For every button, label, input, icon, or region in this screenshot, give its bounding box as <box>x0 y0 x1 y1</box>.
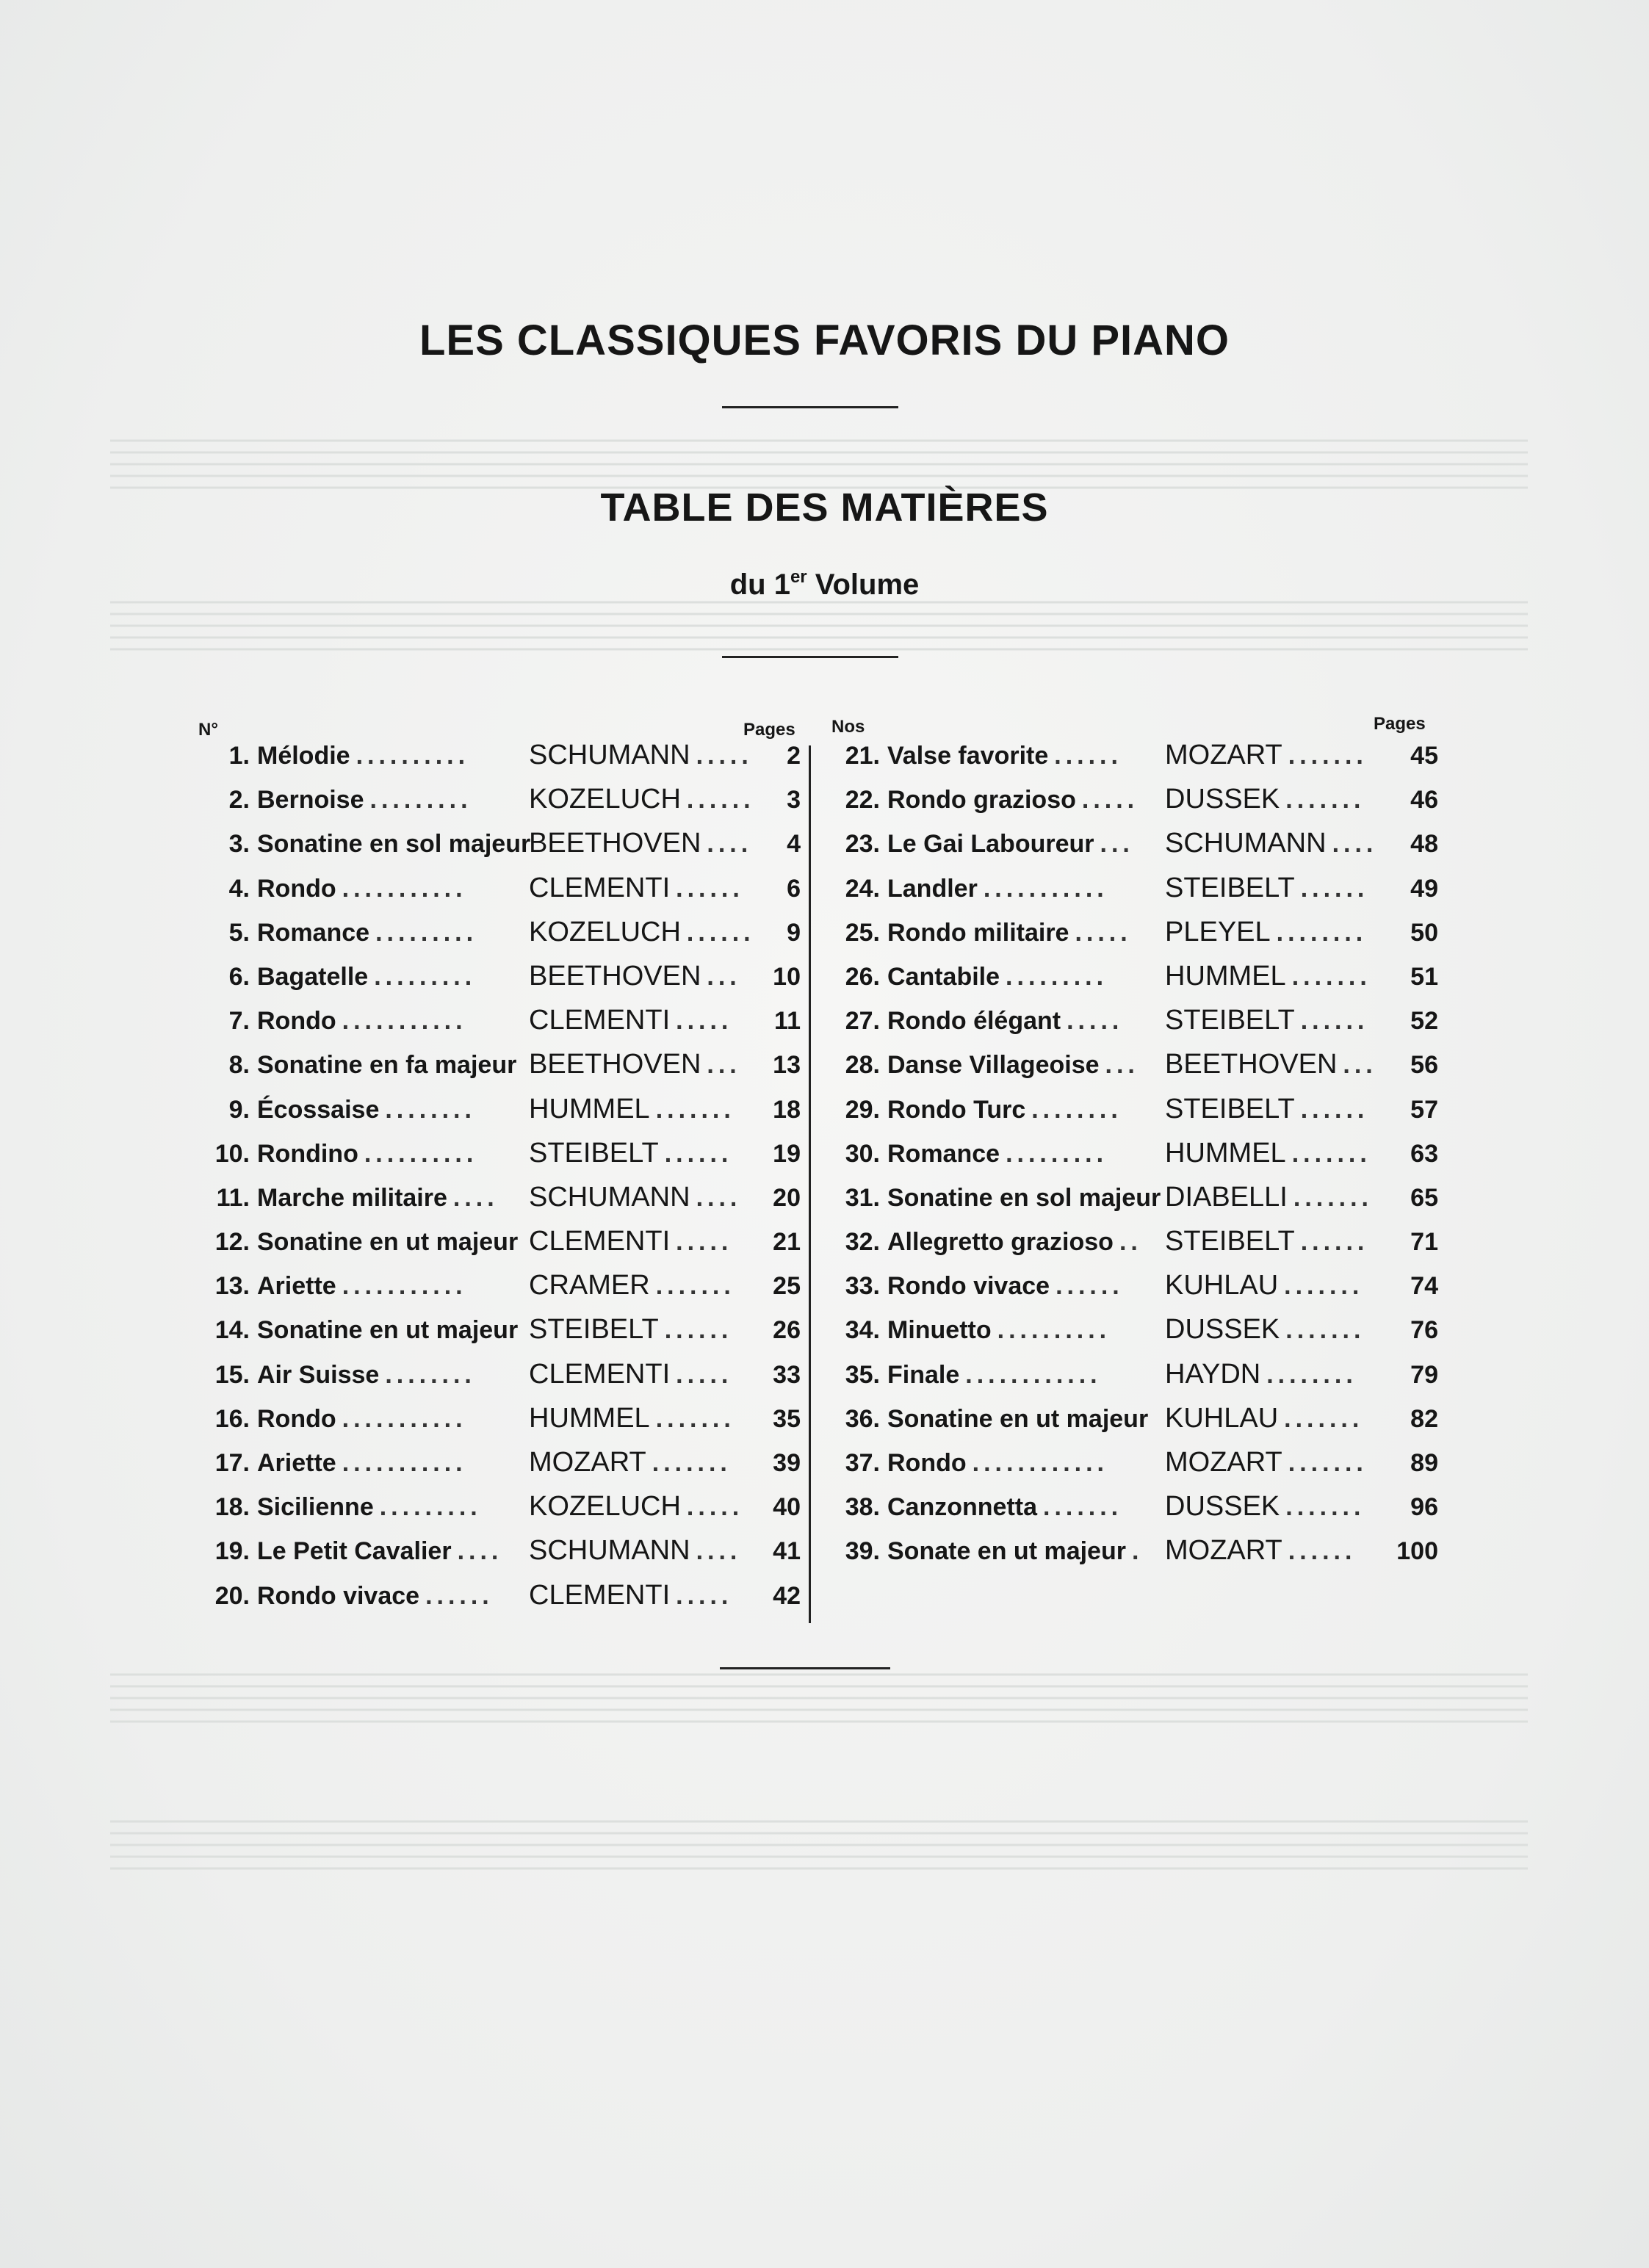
right-column <box>829 742 1438 1582</box>
toc-entry <box>829 1316 1438 1360</box>
entry-title: Bernoise <box>257 786 364 815</box>
entry-number: 18. <box>214 1493 250 1522</box>
entry-number: 26. <box>845 962 880 991</box>
entry-page: 52 <box>1410 1007 1438 1036</box>
entry-page: 48 <box>1410 830 1438 859</box>
entry-page: 46 <box>1410 786 1438 815</box>
toc-entry <box>198 1051 801 1095</box>
leader-dots: ............ <box>965 1360 1102 1389</box>
volume-label: du 1er Volume <box>729 567 920 601</box>
entry-number: 4. <box>228 874 250 903</box>
toc-entry <box>198 1358 801 1405</box>
leader-dots: ......... <box>374 962 477 991</box>
entry-number: 30. <box>845 1139 880 1168</box>
entry-number: 1. <box>228 742 250 770</box>
entry-composer: STEIBELT <box>1165 872 1295 903</box>
entry-composer: HUMMEL <box>1165 960 1286 992</box>
entry-title: Cantabile <box>887 962 1000 991</box>
toc-entry <box>829 1137 1438 1184</box>
entry-composer: KOZELUCH <box>529 1491 681 1523</box>
entry-title: Rondo élégant <box>887 1007 1061 1036</box>
entry-composer: SCHUMANN <box>1165 828 1327 859</box>
entry-number: 14. <box>214 1316 250 1345</box>
left-column <box>198 742 801 1626</box>
entry-number: 27. <box>845 1007 880 1036</box>
entry-composer: SCHUMANN <box>529 740 690 770</box>
entry-page: 2 <box>787 742 801 770</box>
entry-page: 50 <box>1410 918 1438 947</box>
toc-entry <box>198 830 801 874</box>
entry-page: 20 <box>773 1183 801 1212</box>
toc-entry <box>198 1579 801 1626</box>
leader-dots: ... <box>707 962 741 991</box>
entry-title: Allegretto grazioso <box>887 1228 1114 1257</box>
entry-page: 40 <box>773 1493 801 1522</box>
entry-title: Rondo <box>257 1404 336 1433</box>
leader-dots: ...... <box>425 1581 494 1610</box>
entry-title: Sonatine en fa majeur <box>257 1051 517 1080</box>
toc-entry <box>198 1537 801 1581</box>
toc-entry <box>829 1402 1438 1449</box>
entry-page: 25 <box>773 1272 801 1301</box>
leader-dots: ............ <box>972 1449 1108 1477</box>
leader-dots: ........... <box>342 874 467 903</box>
entry-number: 19. <box>214 1537 250 1566</box>
entry-composer: HUMMEL <box>529 1093 650 1124</box>
leader-dots: .......... <box>356 742 470 770</box>
toc-entry <box>198 1316 801 1360</box>
entry-page: 42 <box>773 1581 801 1610</box>
entry-page: 74 <box>1410 1272 1438 1301</box>
entry-page: 79 <box>1410 1360 1438 1389</box>
entry-page: 51 <box>1410 962 1438 991</box>
entry-composer: KUHLAU <box>1165 1402 1279 1434</box>
left-number-header: N° <box>198 720 218 740</box>
leader-dots: ....... <box>1288 1449 1368 1477</box>
entry-composer: MOZART <box>1165 740 1282 770</box>
leader-dots: .... <box>1332 830 1378 859</box>
toc-entry <box>829 916 1438 963</box>
entry-page: 49 <box>1410 874 1438 903</box>
entry-title: Le Petit Cavalier <box>257 1537 452 1566</box>
entry-title: Le Gai Laboureur <box>887 830 1094 859</box>
leader-dots: .......... <box>364 1139 478 1168</box>
toc-entry <box>829 830 1438 874</box>
entry-composer: STEIBELT <box>529 1137 659 1169</box>
entry-number: 38. <box>845 1493 880 1522</box>
leader-dots: ... <box>1105 1051 1139 1080</box>
entry-title: Mélodie <box>257 742 350 770</box>
leader-dots: .... <box>707 830 753 859</box>
entry-title: Rondo grazioso <box>887 786 1076 815</box>
toc-entry <box>829 1449 1438 1493</box>
toc-entry <box>198 1272 801 1316</box>
entry-composer: STEIBELT <box>1165 1005 1295 1036</box>
entry-page: 57 <box>1410 1095 1438 1124</box>
toc-entry <box>198 1493 801 1537</box>
leader-dots: ..... <box>1075 918 1132 947</box>
toc-entry <box>198 1181 801 1228</box>
entry-page: 4 <box>787 830 801 859</box>
leader-dots: ...... <box>664 1316 733 1345</box>
leader-dots: ...... <box>1300 1007 1369 1036</box>
entry-composer: BEETHOVEN <box>529 960 701 992</box>
leader-dots: ...... <box>1054 742 1122 770</box>
toc-entry <box>198 960 801 1007</box>
entry-composer: HUMMEL <box>1165 1137 1286 1169</box>
leader-dots: ....... <box>1284 1404 1364 1433</box>
toc-entry <box>198 1137 801 1184</box>
page-title: LES CLASSIQUES FAVORIS DU PIANO <box>419 317 1230 364</box>
entry-title: Minuetto <box>887 1316 992 1345</box>
entry-title: Finale <box>887 1360 960 1389</box>
entry-composer: DIABELLI <box>1165 1181 1288 1213</box>
entry-composer: STEIBELT <box>1165 1226 1295 1257</box>
entry-title: Ariette <box>257 1272 336 1301</box>
bottom-rule <box>720 1667 890 1669</box>
entry-page: 76 <box>1410 1316 1438 1345</box>
toc-entry <box>829 1228 1438 1272</box>
leader-dots: ........... <box>342 1007 467 1036</box>
table-of-contents-heading: TABLE DES MATIÈRES <box>600 485 1049 530</box>
entry-page: 33 <box>773 1360 801 1389</box>
entry-page: 63 <box>1410 1139 1438 1168</box>
toc-entry <box>198 742 801 786</box>
entry-title: Sicilienne <box>257 1493 374 1522</box>
entry-title: Sonatine en ut majeur <box>257 1316 519 1345</box>
leader-dots: ....... <box>655 1272 735 1301</box>
entry-title: Rondo vivace <box>887 1272 1050 1301</box>
leader-dots: ..... <box>686 1493 744 1522</box>
leader-dots: ........ <box>385 1360 476 1389</box>
entry-title: Bagatelle <box>257 962 369 991</box>
entry-title: Rondo <box>257 1007 336 1036</box>
title-rule <box>722 406 898 408</box>
subtitle-rule <box>722 656 898 658</box>
leader-dots: ....... <box>1285 1493 1365 1522</box>
entry-composer: CLEMENTI <box>529 1226 671 1257</box>
entry-composer: CLEMENTI <box>529 872 671 903</box>
entry-page: 96 <box>1410 1493 1438 1522</box>
entry-page: 21 <box>773 1228 801 1257</box>
leader-dots: ....... <box>1291 1139 1371 1168</box>
toc-entry <box>829 1358 1438 1405</box>
entry-page: 10 <box>773 962 801 991</box>
leader-dots: ... <box>1343 1051 1377 1080</box>
leader-dots: ...... <box>686 918 755 947</box>
entry-number: 10. <box>214 1139 250 1168</box>
entry-number: 25. <box>845 918 880 947</box>
entry-title: Rondo <box>887 1449 967 1477</box>
leader-dots: ....... <box>1285 786 1365 815</box>
entry-composer: KOZELUCH <box>529 916 681 947</box>
entry-title: Ariette <box>257 1449 336 1477</box>
toc-entry <box>829 1493 1438 1537</box>
entry-page: 39 <box>773 1449 801 1477</box>
entry-page: 89 <box>1410 1449 1438 1477</box>
leader-dots: ...... <box>1300 1095 1369 1124</box>
entry-title: Sonatine en ut majeur <box>257 1228 519 1257</box>
leader-dots: ....... <box>1285 1316 1365 1345</box>
leader-dots: ...... <box>676 874 744 903</box>
leader-dots: ..... <box>676 1228 733 1257</box>
leader-dots: . <box>1131 1537 1144 1566</box>
entry-number: 12. <box>214 1228 250 1257</box>
leader-dots: ....... <box>1043 1493 1123 1522</box>
entry-composer: KOZELUCH <box>529 784 681 815</box>
entry-number: 13. <box>214 1272 250 1301</box>
entry-number: 33. <box>845 1272 880 1301</box>
leader-dots: ..... <box>696 742 753 770</box>
toc-entry <box>829 742 1438 786</box>
entry-number: 37. <box>845 1449 880 1477</box>
entry-page: 65 <box>1410 1183 1438 1212</box>
column-divider <box>809 745 811 1623</box>
entry-page: 9 <box>787 918 801 947</box>
toc-entry <box>198 1449 801 1493</box>
entry-title: Rondo militaire <box>887 918 1069 947</box>
entry-composer: STEIBELT <box>529 1314 659 1346</box>
leader-dots: ....... <box>655 1095 735 1124</box>
leader-dots: .... <box>696 1183 742 1212</box>
entry-number: 8. <box>228 1051 250 1080</box>
entry-composer: CLEMENTI <box>529 1579 671 1611</box>
leader-dots: ....... <box>652 1449 732 1477</box>
entry-composer: HAYDN <box>1165 1358 1261 1390</box>
entry-composer: BEETHOVEN <box>529 1049 701 1080</box>
entry-composer: DUSSEK <box>1165 1491 1280 1523</box>
entry-number: 6. <box>228 962 250 991</box>
toc-entry <box>829 872 1438 919</box>
toc-entry <box>829 1007 1438 1051</box>
entry-number: 20. <box>214 1581 250 1610</box>
entry-page: 100 <box>1396 1537 1438 1566</box>
toc-entry <box>198 1228 801 1272</box>
leader-dots: ........... <box>342 1449 467 1477</box>
entry-page: 6 <box>787 874 801 903</box>
entry-page: 45 <box>1410 742 1438 770</box>
leader-dots: ......... <box>1006 962 1108 991</box>
leader-dots: ..... <box>676 1360 733 1389</box>
toc-entry <box>198 1007 801 1051</box>
entry-number: 39. <box>845 1537 880 1566</box>
toc-entry <box>829 786 1438 830</box>
leader-dots: ....... <box>1288 742 1368 770</box>
entry-title: Romance <box>257 918 370 947</box>
toc-entry <box>198 1402 801 1449</box>
entry-number: 15. <box>214 1360 250 1389</box>
entry-title: Rondino <box>257 1139 358 1168</box>
entry-title: Landler <box>887 874 978 903</box>
leader-dots: .......... <box>997 1316 1111 1345</box>
entry-number: 35. <box>845 1360 880 1389</box>
entry-composer: BEETHOVEN <box>1165 1049 1338 1080</box>
entry-composer: CRAMER <box>529 1270 650 1301</box>
entry-title: Valse favorite <box>887 742 1049 770</box>
entry-composer: MOZART <box>529 1447 646 1478</box>
toc-entry <box>829 960 1438 1007</box>
leader-dots: .... <box>452 1183 499 1212</box>
entry-number: 9. <box>228 1095 250 1124</box>
entry-page: 56 <box>1410 1051 1438 1080</box>
right-pages-header: Pages <box>1374 714 1426 734</box>
entry-number: 23. <box>845 830 880 859</box>
entry-composer: HUMMEL <box>529 1402 650 1434</box>
entry-composer: MOZART <box>1165 1535 1282 1567</box>
entry-title: Rondo Turc <box>887 1095 1026 1124</box>
leader-dots: ......... <box>375 918 478 947</box>
entry-number: 11. <box>216 1183 250 1212</box>
entry-title: Air Suisse <box>257 1360 380 1389</box>
toc-entry <box>829 1181 1438 1228</box>
entry-number: 32. <box>845 1228 880 1257</box>
leader-dots: ..... <box>1067 1007 1124 1036</box>
entry-title: Rondo vivace <box>257 1581 420 1610</box>
leader-dots: ...... <box>1288 1537 1357 1566</box>
leader-dots: ....... <box>1293 1183 1373 1212</box>
leader-dots: ......... <box>1006 1139 1108 1168</box>
toc-entry <box>829 1051 1438 1095</box>
entry-composer: SCHUMANN <box>529 1181 690 1213</box>
entry-number: 28. <box>845 1051 880 1080</box>
entry-page: 13 <box>773 1051 801 1080</box>
entry-composer: STEIBELT <box>1165 1093 1295 1124</box>
entry-composer: KUHLAU <box>1165 1270 1279 1301</box>
toc-entry <box>198 872 801 919</box>
entry-number: 29. <box>845 1095 880 1124</box>
entry-page: 18 <box>773 1095 801 1124</box>
toc-entry <box>198 786 801 830</box>
leader-dots: ......... <box>369 786 472 815</box>
entry-title: Rondo <box>257 874 336 903</box>
entry-number: 36. <box>845 1404 880 1433</box>
entry-number: 16. <box>214 1404 250 1433</box>
toc-entry <box>829 1272 1438 1316</box>
leader-dots: ..... <box>676 1007 733 1036</box>
left-pages-header: Pages <box>743 720 795 740</box>
leader-dots: ....... <box>1284 1272 1364 1301</box>
entry-number: 2. <box>228 786 250 815</box>
entry-page: 71 <box>1410 1228 1438 1257</box>
entry-composer: DUSSEK <box>1165 784 1280 815</box>
toc-entry <box>829 1093 1438 1140</box>
entry-number: 31. <box>845 1183 880 1212</box>
entry-page: 11 <box>774 1007 801 1036</box>
entry-title: Écossaise <box>257 1095 380 1124</box>
leader-dots: .... <box>696 1537 742 1566</box>
entry-page: 35 <box>773 1404 801 1433</box>
entry-page: 3 <box>787 786 801 815</box>
entry-number: 5. <box>228 918 250 947</box>
entry-page: 26 <box>773 1316 801 1345</box>
leader-dots: ....... <box>1291 962 1371 991</box>
entry-title: Sonatine en sol majeur <box>887 1183 1161 1212</box>
leader-dots: .. <box>1119 1228 1142 1257</box>
entry-number: 21. <box>845 742 880 770</box>
toc-entry <box>198 1093 801 1140</box>
leader-dots: ......... <box>379 1493 482 1522</box>
leader-dots: ...... <box>686 786 755 815</box>
leader-dots: .... <box>457 1537 503 1566</box>
toc-entry <box>198 916 801 963</box>
entry-composer: MOZART <box>1165 1447 1282 1478</box>
right-number-header: Nos <box>831 717 865 737</box>
leader-dots: ... <box>1100 830 1134 859</box>
entry-composer: DUSSEK <box>1165 1314 1280 1346</box>
entry-title: Sonatine en sol majeur <box>257 830 531 859</box>
entry-composer: SCHUMANN <box>529 1535 690 1567</box>
entry-title: Canzonnetta <box>887 1493 1037 1522</box>
leader-dots: ........... <box>983 874 1108 903</box>
leader-dots: ........... <box>342 1404 467 1433</box>
entry-page: 19 <box>773 1139 801 1168</box>
entry-title: Marche militaire <box>257 1183 447 1212</box>
entry-number: 34. <box>845 1316 880 1345</box>
leader-dots: ........ <box>1031 1095 1122 1124</box>
leader-dots: ..... <box>1081 786 1139 815</box>
leader-dots: ...... <box>1056 1272 1124 1301</box>
entry-title: Romance <box>887 1139 1000 1168</box>
leader-dots: ....... <box>655 1404 735 1433</box>
entry-composer: CLEMENTI <box>529 1358 671 1390</box>
toc-entry <box>829 1537 1438 1581</box>
leader-dots: ..... <box>676 1581 733 1610</box>
leader-dots: ........... <box>342 1272 467 1301</box>
entry-composer: PLEYEL <box>1165 916 1271 947</box>
entry-page: 41 <box>773 1537 801 1566</box>
entry-number: 3. <box>228 830 250 859</box>
entry-title: Sonate en ut majeur <box>887 1537 1126 1566</box>
entry-number: 24. <box>845 874 880 903</box>
leader-dots: ........ <box>385 1095 476 1124</box>
entry-title: Danse Villageoise <box>887 1051 1100 1080</box>
entry-number: 17. <box>214 1449 250 1477</box>
entry-composer: CLEMENTI <box>529 1005 671 1036</box>
entry-composer: BEETHOVEN <box>529 828 701 859</box>
leader-dots: ...... <box>664 1139 733 1168</box>
leader-dots: ........ <box>1266 1360 1357 1389</box>
leader-dots: ........ <box>1276 918 1368 947</box>
entry-page: 82 <box>1410 1404 1438 1433</box>
leader-dots: ... <box>707 1051 741 1080</box>
leader-dots: ...... <box>1300 1228 1369 1257</box>
entry-number: 7. <box>228 1007 250 1036</box>
leader-dots: ...... <box>1300 874 1369 903</box>
entry-number: 22. <box>845 786 880 815</box>
entry-title: Sonatine en ut majeur <box>887 1404 1149 1433</box>
